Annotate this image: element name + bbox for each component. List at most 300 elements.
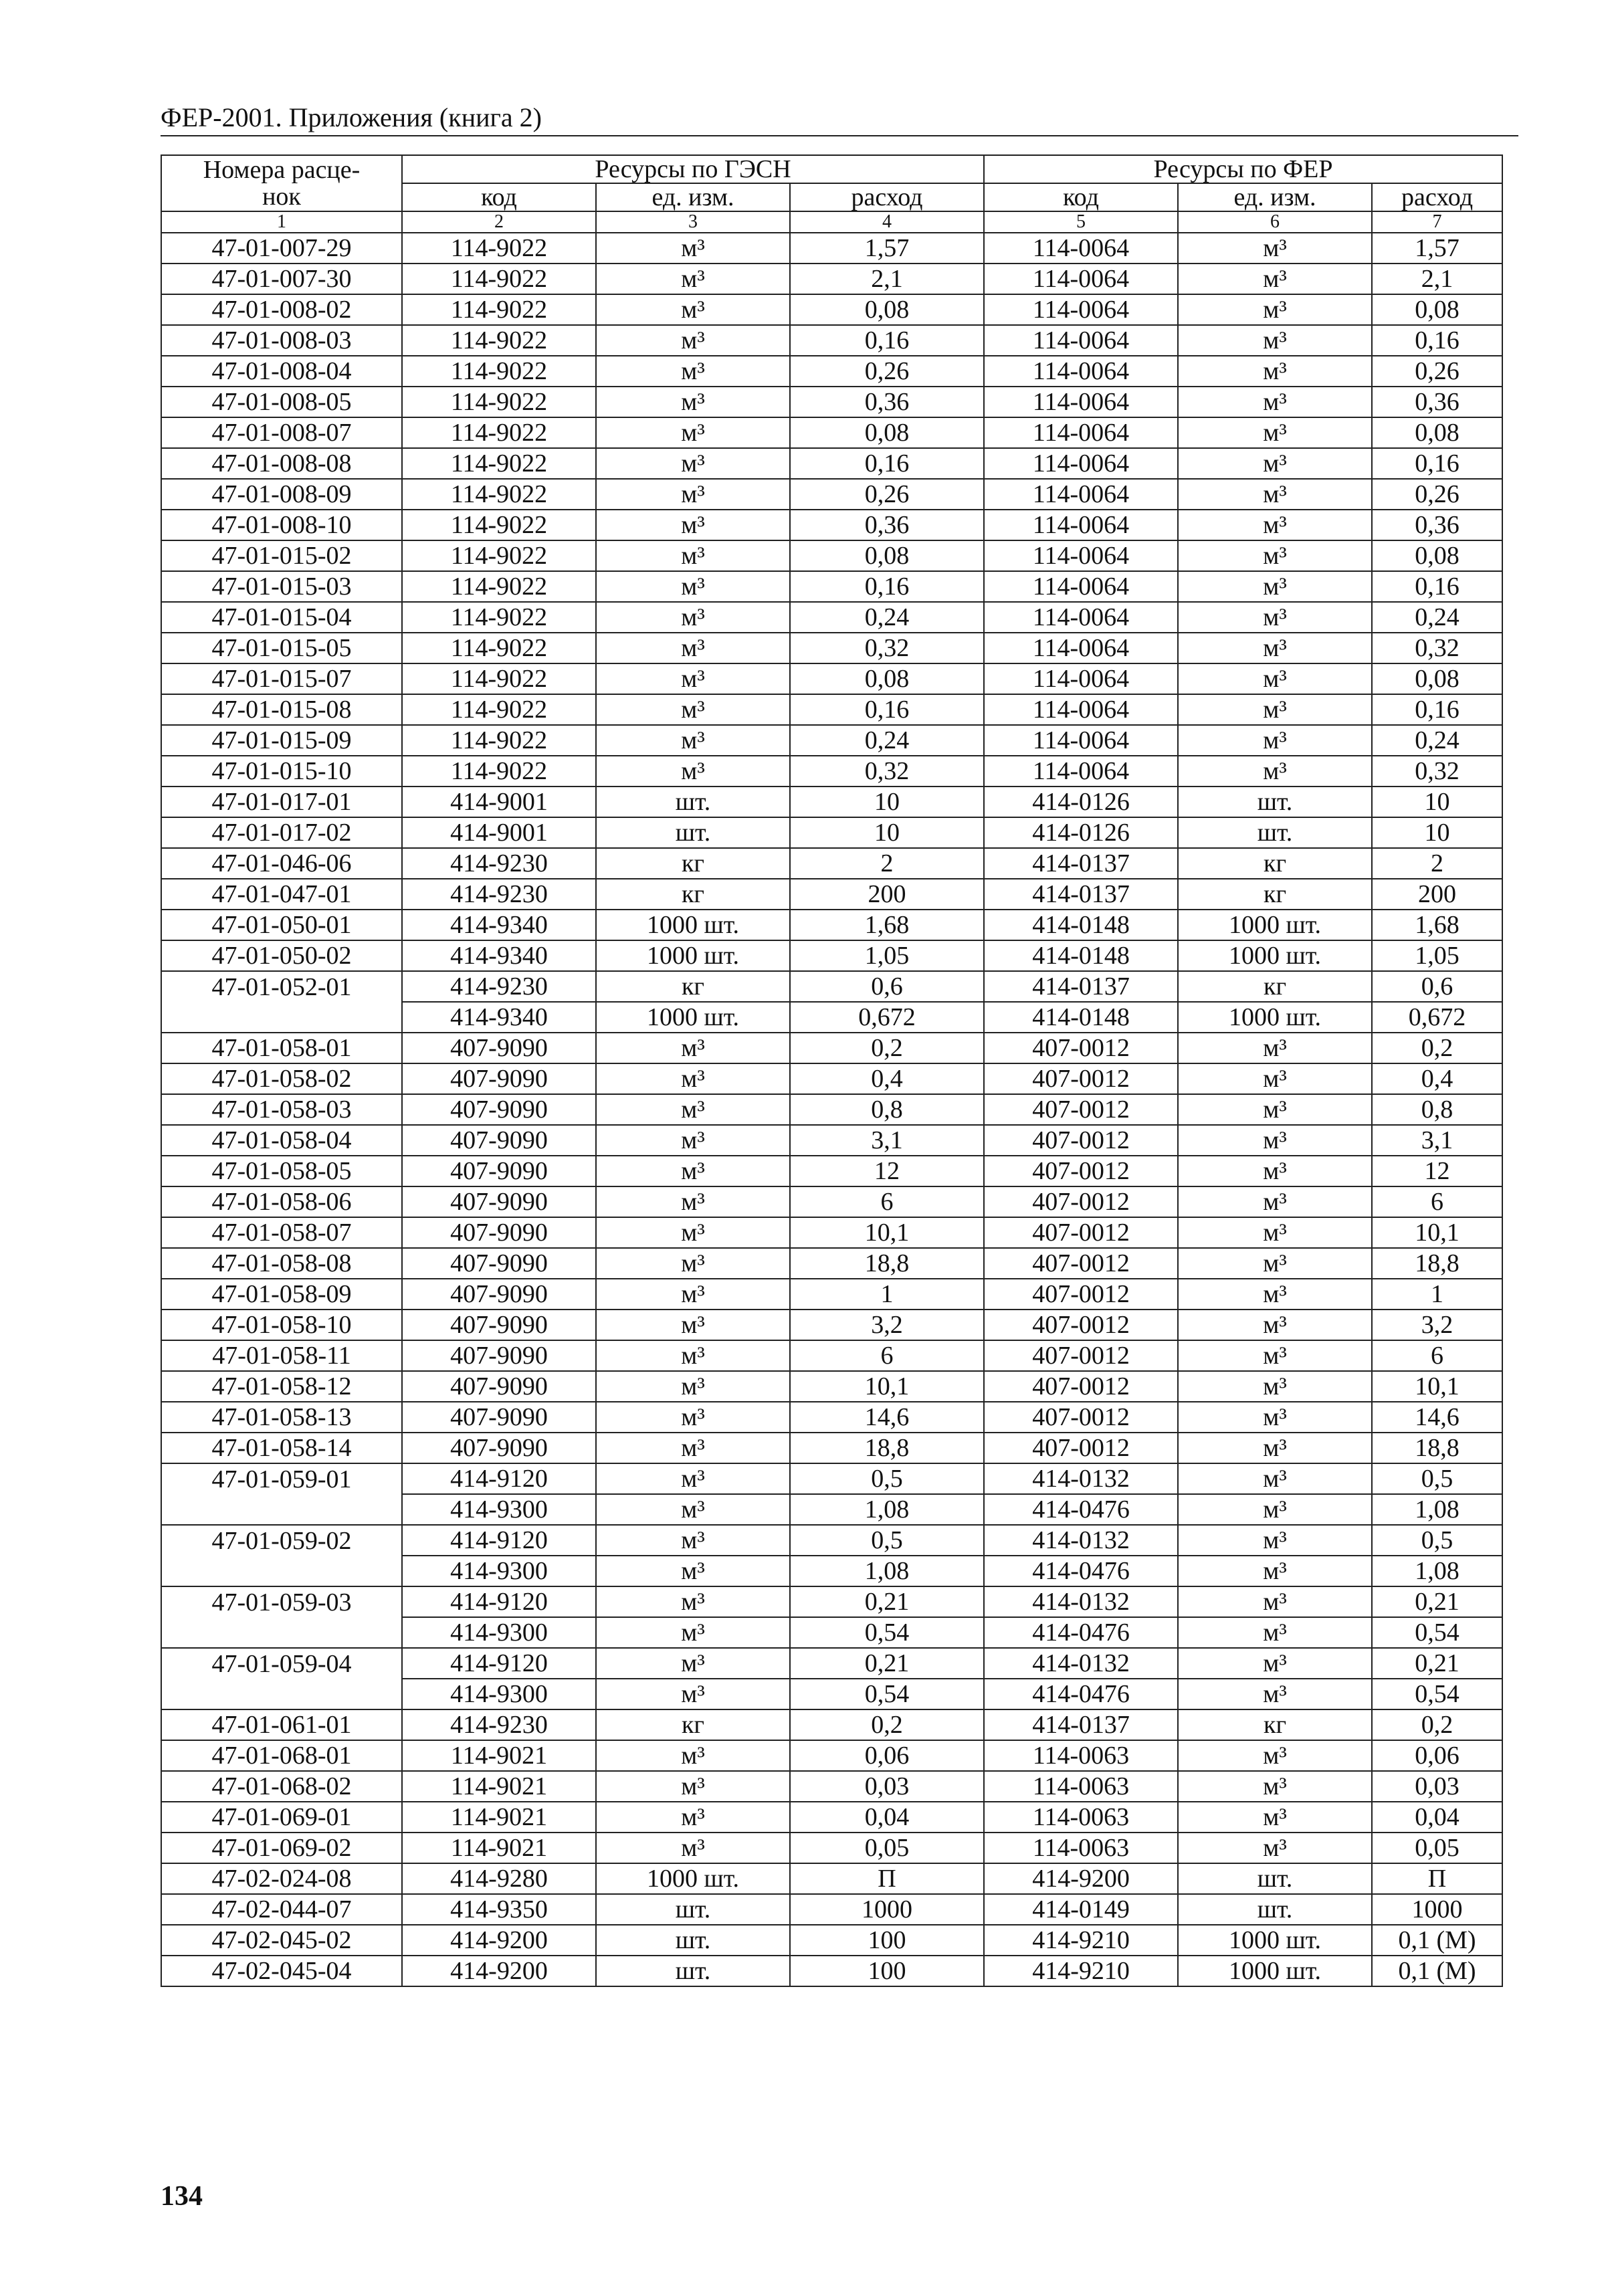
- gesn-code-cell: 414-9001: [402, 817, 596, 848]
- rate-number-cell: 47-01-058-05: [161, 1156, 402, 1186]
- gesn-unit-cell: м³: [596, 1217, 790, 1248]
- fer-code-cell: 414-0132: [984, 1463, 1178, 1494]
- gesn-consumption-cell: 0,05: [790, 1833, 984, 1863]
- gesn-code-cell: 114-9022: [402, 725, 596, 756]
- gesn-code-cell: 414-9230: [402, 879, 596, 910]
- gesn-consumption-cell: 0,06: [790, 1740, 984, 1771]
- gesn-code-cell: 414-9120: [402, 1525, 596, 1556]
- table-row: [161, 1925, 1502, 1956]
- fer-consumption-cell: 12: [1372, 1156, 1502, 1186]
- rate-number-cell: 47-01-058-11: [161, 1340, 402, 1371]
- gesn-unit-cell: кг: [596, 971, 790, 1002]
- rate-number-cell: 47-01-015-08: [161, 694, 402, 725]
- gesn-code-cell: 414-9340: [402, 1002, 596, 1033]
- gesn-code-cell: 414-9340: [402, 940, 596, 971]
- table-row: [161, 725, 1502, 756]
- fer-unit-cell: м³: [1178, 756, 1372, 787]
- gesn-consumption-cell: 0,08: [790, 540, 984, 571]
- gesn-consumption-cell: 0,16: [790, 571, 984, 602]
- gesn-unit-cell: м³: [596, 479, 790, 510]
- fer-consumption-cell: 6: [1372, 1340, 1502, 1371]
- table-row: [161, 1033, 1502, 1063]
- rate-number-cell: 47-01-058-08: [161, 1248, 402, 1279]
- table-row: [161, 1679, 1502, 1709]
- fer-code-cell: 114-0064: [984, 417, 1178, 448]
- gesn-unit-cell: м³: [596, 1556, 790, 1586]
- fer-unit-cell: м³: [1178, 602, 1372, 633]
- table-row: [161, 1556, 1502, 1586]
- rate-number-cell: 47-01-061-01: [161, 1709, 402, 1740]
- gesn-code-cell: 407-9090: [402, 1310, 596, 1340]
- fer-code-cell: 407-0012: [984, 1402, 1178, 1433]
- gesn-unit-cell: м³: [596, 571, 790, 602]
- gesn-consumption-cell: 0,4: [790, 1063, 984, 1094]
- fer-code-cell: 414-0132: [984, 1525, 1178, 1556]
- table-row: [161, 540, 1502, 571]
- header-row-1: [161, 155, 1502, 183]
- rate-number-cell: 47-01-008-03: [161, 325, 402, 356]
- gesn-unit-cell: м³: [596, 233, 790, 264]
- gesn-unit-cell: м³: [596, 1494, 790, 1525]
- fer-unit-cell: м³: [1178, 571, 1372, 602]
- fer-unit-cell: м³: [1178, 294, 1372, 325]
- fer-unit-cell: м³: [1178, 1556, 1372, 1586]
- rate-number-cell: 47-01-008-10: [161, 510, 402, 540]
- gesn-code-cell: 414-9200: [402, 1956, 596, 1986]
- fer-unit-cell: 1000 шт.: [1178, 1925, 1372, 1956]
- table-row: [161, 1617, 1502, 1648]
- rate-number-cell: 47-01-069-01: [161, 1802, 402, 1833]
- gesn-code-cell: 407-9090: [402, 1340, 596, 1371]
- table-row: [161, 1586, 1502, 1617]
- fer-consumption-cell: 1,57: [1372, 233, 1502, 264]
- rate-number-cell: 47-01-058-02: [161, 1063, 402, 1094]
- table-row: [161, 1402, 1502, 1433]
- gesn-unit-cell: м³: [596, 1248, 790, 1279]
- fer-code-cell: 414-0148: [984, 910, 1178, 940]
- fer-unit-cell: м³: [1178, 1433, 1372, 1463]
- gesn-unit-cell: м³: [596, 1063, 790, 1094]
- fer-consumption-cell: 0,16: [1372, 448, 1502, 479]
- rate-number-cell: 47-01-069-02: [161, 1833, 402, 1863]
- gesn-unit-cell: м³: [596, 1156, 790, 1186]
- fer-consumption-cell: 0,16: [1372, 694, 1502, 725]
- gesn-consumption-cell: 6: [790, 1186, 984, 1217]
- table-row: [161, 1217, 1502, 1248]
- fer-code-cell: 114-0063: [984, 1802, 1178, 1833]
- gesn-unit-cell: шт.: [596, 787, 790, 817]
- fer-code-cell: 114-0064: [984, 325, 1178, 356]
- gesn-code-cell: 114-9021: [402, 1771, 596, 1802]
- gesn-consumption-cell: 0,672: [790, 1002, 984, 1033]
- gesn-consumption-cell: 0,21: [790, 1586, 984, 1617]
- fer-consumption-cell: 0,4: [1372, 1063, 1502, 1094]
- fer-code-cell: 114-0064: [984, 356, 1178, 387]
- rate-number-cell: 47-01-007-29: [161, 233, 402, 264]
- fer-consumption-cell: 200: [1372, 879, 1502, 910]
- gesn-consumption-cell: 14,6: [790, 1402, 984, 1433]
- rate-number-cell: 47-01-046-06: [161, 848, 402, 879]
- gesn-code-cell: 407-9090: [402, 1248, 596, 1279]
- table-row: [161, 663, 1502, 694]
- fer-code-cell: 414-0476: [984, 1679, 1178, 1709]
- table-row: [161, 633, 1502, 663]
- fer-unit-cell: шт.: [1178, 1863, 1372, 1894]
- gesn-unit-cell: м³: [596, 633, 790, 663]
- gesn-unit-cell: шт.: [596, 1925, 790, 1956]
- gesn-code-cell: 414-9120: [402, 1463, 596, 1494]
- gesn-unit-cell: шт.: [596, 1894, 790, 1925]
- table-row: [161, 1802, 1502, 1833]
- fer-consumption-cell: 3,1: [1372, 1125, 1502, 1156]
- rate-number-cell: 47-01-058-03: [161, 1094, 402, 1125]
- table-row: [161, 1156, 1502, 1186]
- fer-consumption-cell: 0,36: [1372, 510, 1502, 540]
- gesn-consumption-cell: 1,08: [790, 1494, 984, 1525]
- fer-consumption-cell: 10: [1372, 817, 1502, 848]
- fer-code-cell: 114-0063: [984, 1833, 1178, 1863]
- fer-unit-cell: м³: [1178, 725, 1372, 756]
- fer-unit-cell: м³: [1178, 448, 1372, 479]
- header-fer-group: Ресурсы по ФЕР: [984, 155, 1502, 183]
- fer-code-cell: 414-0132: [984, 1648, 1178, 1679]
- fer-consumption-cell: 0,2: [1372, 1709, 1502, 1740]
- gesn-unit-cell: м³: [596, 1094, 790, 1125]
- fer-consumption-cell: 0,05: [1372, 1833, 1502, 1863]
- fer-consumption-cell: 6: [1372, 1186, 1502, 1217]
- rate-number-cell: 47-01-008-08: [161, 448, 402, 479]
- gesn-code-cell: 414-9350: [402, 1894, 596, 1925]
- gesn-unit-cell: м³: [596, 1186, 790, 1217]
- fer-code-cell: 414-9210: [984, 1925, 1178, 1956]
- gesn-unit-cell: м³: [596, 448, 790, 479]
- fer-unit-cell: кг: [1178, 848, 1372, 879]
- fer-code-cell: 407-0012: [984, 1310, 1178, 1340]
- fer-code-cell: 414-0476: [984, 1494, 1178, 1525]
- fer-consumption-cell: 0,21: [1372, 1648, 1502, 1679]
- fer-consumption-cell: 14,6: [1372, 1402, 1502, 1433]
- gesn-consumption-cell: 0,16: [790, 448, 984, 479]
- gesn-consumption-cell: 3,2: [790, 1310, 984, 1340]
- gesn-code-cell: 407-9090: [402, 1371, 596, 1402]
- fer-consumption-cell: 0,8: [1372, 1094, 1502, 1125]
- table-row: [161, 1648, 1502, 1679]
- gesn-consumption-cell: 0,54: [790, 1679, 984, 1709]
- fer-consumption-cell: 2: [1372, 848, 1502, 879]
- gesn-code-cell: 114-9022: [402, 510, 596, 540]
- fer-unit-cell: шт.: [1178, 787, 1372, 817]
- fer-unit-cell: кг: [1178, 879, 1372, 910]
- gesn-unit-cell: шт.: [596, 817, 790, 848]
- table-row: [161, 448, 1502, 479]
- fer-code-cell: 114-0064: [984, 448, 1178, 479]
- rate-number-cell: 47-01-015-03: [161, 571, 402, 602]
- fer-unit-cell: м³: [1178, 1279, 1372, 1310]
- gesn-consumption-cell: 10,1: [790, 1217, 984, 1248]
- gesn-code-cell: 407-9090: [402, 1186, 596, 1217]
- fer-unit-cell: м³: [1178, 1617, 1372, 1648]
- fer-code-cell: 114-0064: [984, 510, 1178, 540]
- gesn-code-cell: 407-9090: [402, 1433, 596, 1463]
- fer-consumption-cell: 1,08: [1372, 1556, 1502, 1586]
- fer-unit-cell: м³: [1178, 387, 1372, 417]
- rate-number-cell: 47-01-059-02: [161, 1525, 402, 1556]
- gesn-code-cell: 414-9280: [402, 1863, 596, 1894]
- gesn-code-cell: 407-9090: [402, 1402, 596, 1433]
- gesn-consumption-cell: 1000: [790, 1894, 984, 1925]
- table-row: [161, 1463, 1502, 1494]
- fer-consumption-cell: 1000: [1372, 1894, 1502, 1925]
- gesn-consumption-cell: П: [790, 1863, 984, 1894]
- gesn-consumption-cell: 0,21: [790, 1648, 984, 1679]
- fer-consumption-cell: 0,16: [1372, 325, 1502, 356]
- fer-consumption-cell: 0,54: [1372, 1617, 1502, 1648]
- fer-code-cell: 414-0148: [984, 1002, 1178, 1033]
- fer-code-cell: 114-0064: [984, 233, 1178, 264]
- header-rate-numbers: [161, 155, 402, 211]
- header-gesn-consumption: расход: [790, 183, 984, 211]
- header-fer-consumption: расход: [1372, 183, 1502, 211]
- gesn-code-cell: 114-9022: [402, 448, 596, 479]
- fer-consumption-cell: 0,36: [1372, 387, 1502, 417]
- gesn-code-cell: 414-9300: [402, 1679, 596, 1709]
- table-row: [161, 817, 1502, 848]
- fer-unit-cell: м³: [1178, 1802, 1372, 1833]
- gesn-unit-cell: м³: [596, 725, 790, 756]
- fer-code-cell: 414-0137: [984, 1709, 1178, 1740]
- fer-unit-cell: кг: [1178, 971, 1372, 1002]
- col-number: 1: [161, 211, 402, 233]
- header-rate-numbers-line2: нок: [262, 183, 301, 211]
- fer-unit-cell: м³: [1178, 1094, 1372, 1125]
- gesn-code-cell: 414-9230: [402, 971, 596, 1002]
- gesn-code-cell: 114-9021: [402, 1833, 596, 1863]
- fer-consumption-cell: 10,1: [1372, 1371, 1502, 1402]
- fer-consumption-cell: 0,6: [1372, 971, 1502, 1002]
- gesn-consumption-cell: 12: [790, 1156, 984, 1186]
- table-row: [161, 787, 1502, 817]
- table-row: [161, 510, 1502, 540]
- rate-number-cell: 47-01-059-03: [161, 1586, 402, 1617]
- gesn-consumption-cell: 2: [790, 848, 984, 879]
- rate-number-cell: [161, 1617, 402, 1648]
- fer-code-cell: 407-0012: [984, 1248, 1178, 1279]
- fer-unit-cell: м³: [1178, 663, 1372, 694]
- fer-unit-cell: м³: [1178, 1033, 1372, 1063]
- col-number: 6: [1178, 211, 1372, 233]
- rate-number-cell: 47-01-058-14: [161, 1433, 402, 1463]
- fer-unit-cell: м³: [1178, 1063, 1372, 1094]
- fer-code-cell: 414-9210: [984, 1956, 1178, 1986]
- table-body: [161, 233, 1502, 1986]
- gesn-unit-cell: м³: [596, 1310, 790, 1340]
- table-row: [161, 1340, 1502, 1371]
- gesn-code-cell: 414-9300: [402, 1556, 596, 1586]
- gesn-unit-cell: м³: [596, 387, 790, 417]
- gesn-code-cell: 414-9340: [402, 910, 596, 940]
- table-row: [161, 1894, 1502, 1925]
- gesn-unit-cell: м³: [596, 1833, 790, 1863]
- fer-code-cell: 407-0012: [984, 1340, 1178, 1371]
- fer-consumption-cell: 0,1 (М): [1372, 1956, 1502, 1986]
- rate-number-cell: 47-01-047-01: [161, 879, 402, 910]
- gesn-consumption-cell: 0,2: [790, 1033, 984, 1063]
- rate-number-cell: 47-01-017-01: [161, 787, 402, 817]
- fer-code-cell: 414-0137: [984, 879, 1178, 910]
- fer-code-cell: 114-0064: [984, 479, 1178, 510]
- fer-consumption-cell: 0,24: [1372, 602, 1502, 633]
- rate-number-cell: 47-01-008-04: [161, 356, 402, 387]
- fer-consumption-cell: 1,05: [1372, 940, 1502, 971]
- table-row: [161, 1371, 1502, 1402]
- fer-consumption-cell: 0,26: [1372, 479, 1502, 510]
- fer-unit-cell: м³: [1178, 1186, 1372, 1217]
- rate-number-cell: 47-01-015-05: [161, 633, 402, 663]
- fer-consumption-cell: 0,32: [1372, 633, 1502, 663]
- gesn-unit-cell: 1000 шт.: [596, 910, 790, 940]
- fer-code-cell: 407-0012: [984, 1156, 1178, 1186]
- gesn-consumption-cell: 18,8: [790, 1248, 984, 1279]
- table-row: [161, 1248, 1502, 1279]
- rate-number-cell: 47-02-044-07: [161, 1894, 402, 1925]
- col-number: 7: [1372, 211, 1502, 233]
- rate-number-cell: 47-01-007-30: [161, 264, 402, 294]
- header-fer-unit: ед. изм.: [1178, 183, 1372, 211]
- fer-consumption-cell: 0,04: [1372, 1802, 1502, 1833]
- gesn-unit-cell: м³: [596, 510, 790, 540]
- table-row: [161, 1771, 1502, 1802]
- gesn-unit-cell: кг: [596, 1709, 790, 1740]
- gesn-consumption-cell: 0,36: [790, 510, 984, 540]
- fer-unit-cell: м³: [1178, 540, 1372, 571]
- gesn-code-cell: 114-9022: [402, 325, 596, 356]
- fer-unit-cell: м³: [1178, 1125, 1372, 1156]
- fer-code-cell: 407-0012: [984, 1094, 1178, 1125]
- table-row: [161, 1002, 1502, 1033]
- fer-unit-cell: м³: [1178, 633, 1372, 663]
- gesn-unit-cell: м³: [596, 1033, 790, 1063]
- gesn-code-cell: 114-9022: [402, 571, 596, 602]
- table-row: [161, 571, 1502, 602]
- fer-consumption-cell: 0,08: [1372, 417, 1502, 448]
- header-gesn-group: Ресурсы по ГЭСН: [402, 155, 984, 183]
- fer-code-cell: 114-0064: [984, 633, 1178, 663]
- gesn-consumption-cell: 1,68: [790, 910, 984, 940]
- table-row: [161, 1740, 1502, 1771]
- rate-number-cell: 47-01-059-01: [161, 1463, 402, 1494]
- fer-consumption-cell: 0,32: [1372, 756, 1502, 787]
- gesn-unit-cell: м³: [596, 540, 790, 571]
- gesn-code-cell: 414-9300: [402, 1617, 596, 1648]
- gesn-unit-cell: м³: [596, 1648, 790, 1679]
- rate-number-cell: 47-01-008-07: [161, 417, 402, 448]
- fer-consumption-cell: 1: [1372, 1279, 1502, 1310]
- header-gesn-unit: ед. изм.: [596, 183, 790, 211]
- gesn-consumption-cell: 10,1: [790, 1371, 984, 1402]
- gesn-consumption-cell: 1,05: [790, 940, 984, 971]
- rate-number-cell: 47-01-050-02: [161, 940, 402, 971]
- gesn-consumption-cell: 0,16: [790, 325, 984, 356]
- gesn-unit-cell: м³: [596, 356, 790, 387]
- rate-number-cell: 47-01-058-10: [161, 1310, 402, 1340]
- gesn-unit-cell: м³: [596, 264, 790, 294]
- fer-unit-cell: шт.: [1178, 817, 1372, 848]
- rate-number-cell: 47-01-059-04: [161, 1648, 402, 1679]
- gesn-code-cell: 114-9022: [402, 540, 596, 571]
- gesn-consumption-cell: 0,36: [790, 387, 984, 417]
- table-row: [161, 233, 1502, 264]
- fer-unit-cell: шт.: [1178, 1894, 1372, 1925]
- page-title: ФЕР-2001. Приложения (книга 2): [161, 102, 542, 132]
- fer-consumption-cell: 0,06: [1372, 1740, 1502, 1771]
- fer-unit-cell: м³: [1178, 1463, 1372, 1494]
- fer-code-cell: 114-0064: [984, 663, 1178, 694]
- fer-consumption-cell: 18,8: [1372, 1433, 1502, 1463]
- rate-number-cell: 47-02-024-08: [161, 1863, 402, 1894]
- gesn-consumption-cell: 0,32: [790, 633, 984, 663]
- fer-consumption-cell: 0,24: [1372, 725, 1502, 756]
- fer-code-cell: 114-0064: [984, 264, 1178, 294]
- fer-consumption-cell: 0,54: [1372, 1679, 1502, 1709]
- gesn-unit-cell: 1000 шт.: [596, 940, 790, 971]
- gesn-code-cell: 407-9090: [402, 1063, 596, 1094]
- fer-consumption-cell: 1,68: [1372, 910, 1502, 940]
- gesn-unit-cell: м³: [596, 602, 790, 633]
- gesn-consumption-cell: 3,1: [790, 1125, 984, 1156]
- fer-code-cell: 414-0137: [984, 971, 1178, 1002]
- gesn-unit-cell: м³: [596, 1679, 790, 1709]
- table-row: [161, 1279, 1502, 1310]
- fer-code-cell: 114-0064: [984, 571, 1178, 602]
- fer-code-cell: 407-0012: [984, 1125, 1178, 1156]
- gesn-unit-cell: м³: [596, 1433, 790, 1463]
- fer-unit-cell: м³: [1178, 1586, 1372, 1617]
- gesn-consumption-cell: 0,26: [790, 479, 984, 510]
- col-number: 2: [402, 211, 596, 233]
- fer-unit-cell: м³: [1178, 694, 1372, 725]
- rate-number-cell: 47-01-058-07: [161, 1217, 402, 1248]
- fer-code-cell: 114-0064: [984, 756, 1178, 787]
- rate-number-cell: 47-01-058-06: [161, 1186, 402, 1217]
- fer-consumption-cell: 0,21: [1372, 1586, 1502, 1617]
- fer-consumption-cell: 1,08: [1372, 1494, 1502, 1525]
- fer-unit-cell: м³: [1178, 1156, 1372, 1186]
- fer-unit-cell: м³: [1178, 1648, 1372, 1679]
- gesn-unit-cell: м³: [596, 1617, 790, 1648]
- table-row: [161, 294, 1502, 325]
- fer-code-cell: 414-0149: [984, 1894, 1178, 1925]
- rate-number-cell: 47-02-045-04: [161, 1956, 402, 1986]
- fer-code-cell: 114-0063: [984, 1771, 1178, 1802]
- fer-code-cell: 414-0126: [984, 817, 1178, 848]
- gesn-consumption-cell: 0,32: [790, 756, 984, 787]
- fer-unit-cell: м³: [1178, 1771, 1372, 1802]
- fer-unit-cell: м³: [1178, 417, 1372, 448]
- gesn-code-cell: 114-9022: [402, 479, 596, 510]
- gesn-unit-cell: м³: [596, 417, 790, 448]
- gesn-unit-cell: м³: [596, 325, 790, 356]
- rate-number-cell: 47-01-068-01: [161, 1740, 402, 1771]
- fer-consumption-cell: 0,672: [1372, 1002, 1502, 1033]
- header-rate-numbers-line1: Номера расце-: [203, 156, 361, 184]
- table-row: [161, 356, 1502, 387]
- gesn-code-cell: 414-9230: [402, 1709, 596, 1740]
- gesn-consumption-cell: 0,16: [790, 694, 984, 725]
- fer-code-cell: 407-0012: [984, 1433, 1178, 1463]
- fer-unit-cell: м³: [1178, 1310, 1372, 1340]
- gesn-code-cell: 414-9001: [402, 787, 596, 817]
- col-number: 4: [790, 211, 984, 233]
